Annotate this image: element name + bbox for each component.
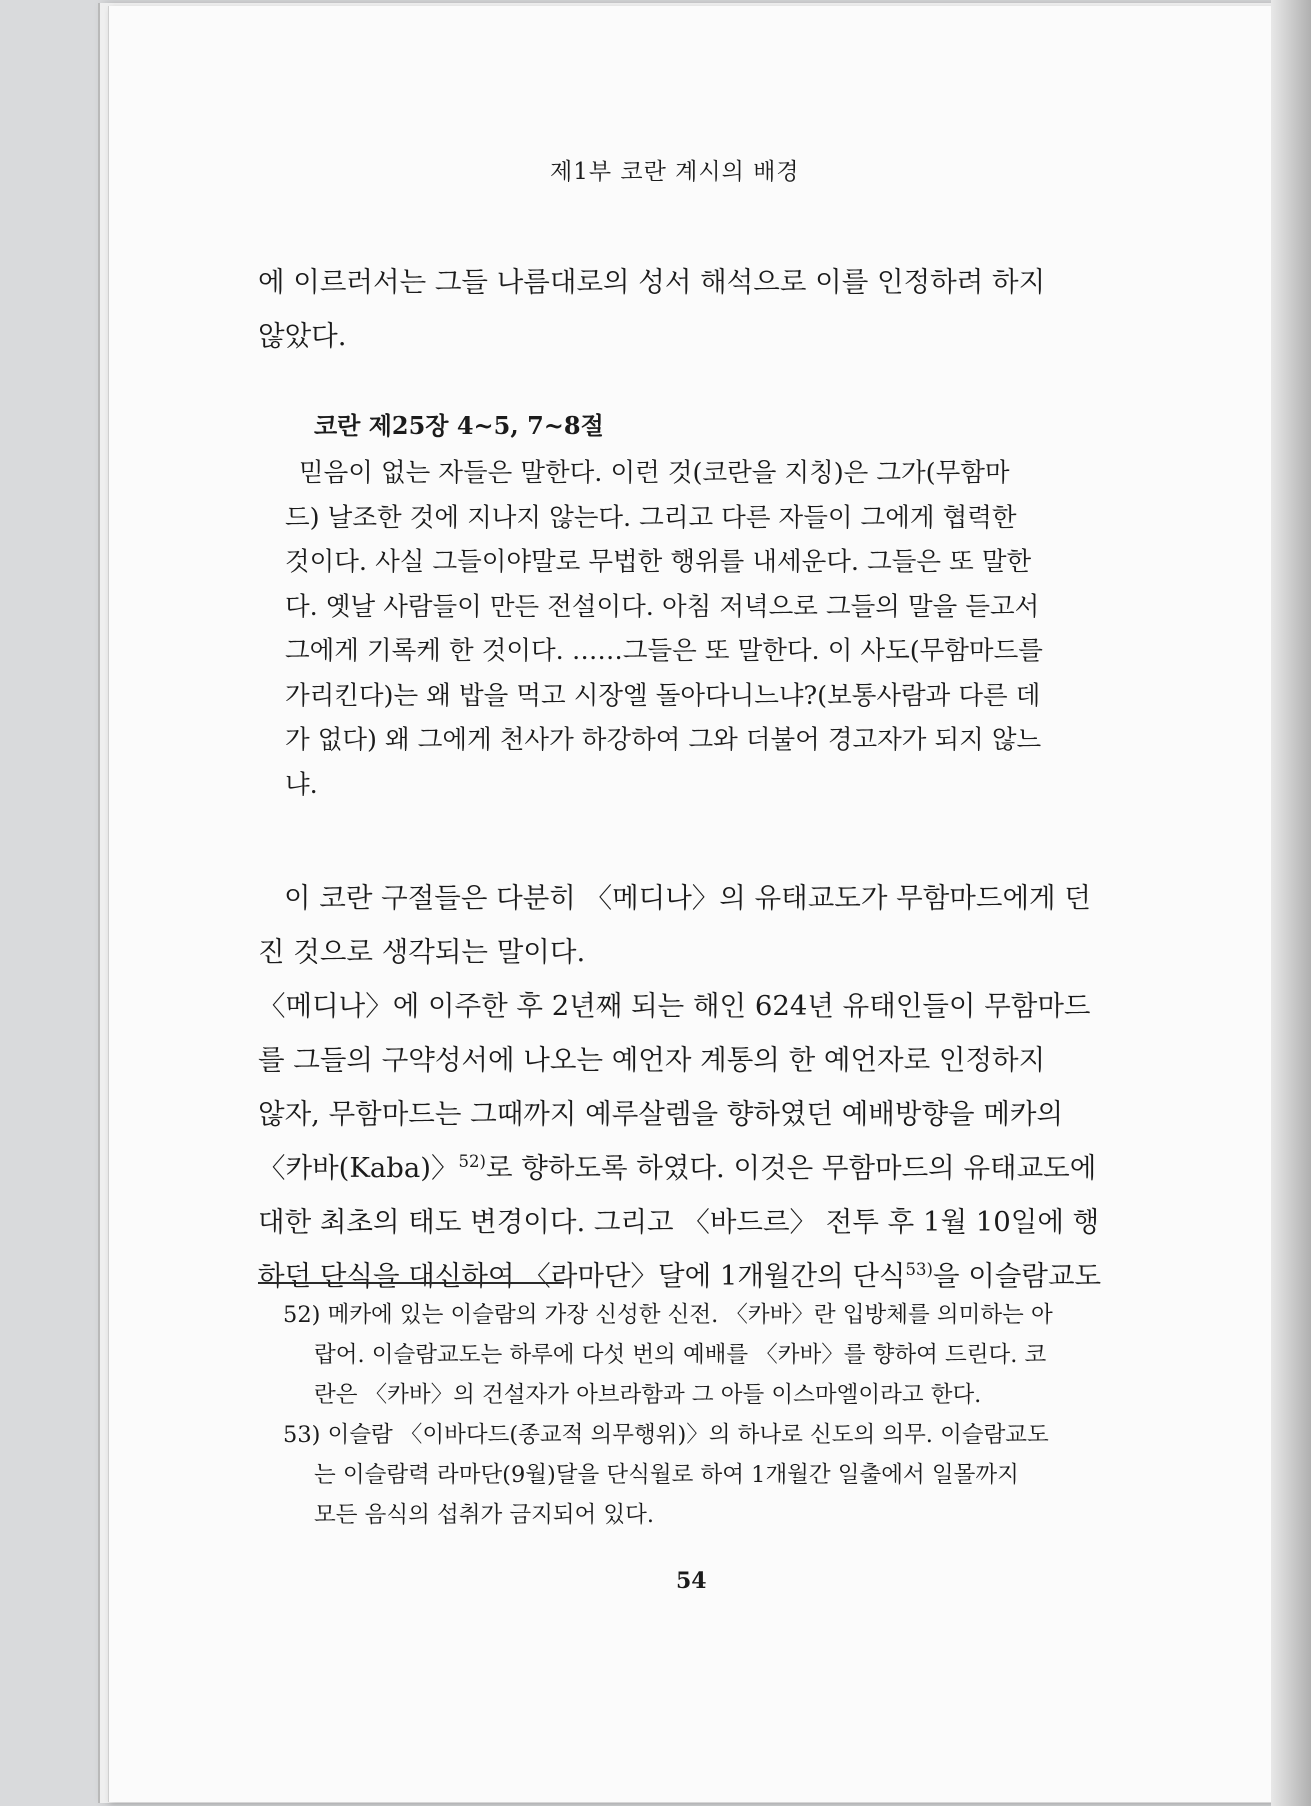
footnote-text: 메카에 있는 이슬람의 가장 신성한 신전. 〈카바〉란 입방체를 의미하는 아	[327, 1302, 1053, 1328]
quote-line: 드) 날조한 것에 지나지 않는다. 그리고 다른 자들이 그에게 협력한	[285, 502, 1017, 533]
paragraph-continued	[258, 255, 1126, 363]
text-line: 를 그들의 구약성서에 나오는 예언자 계통의 한 예언자로 인정하지	[258, 1044, 1046, 1076]
footnote-ref-52[interactable]: 52)	[458, 1151, 486, 1171]
footnote-52	[283, 1295, 1128, 1415]
footnote-line: 랍어. 이슬람교도는 하루에 다섯 번의 예배를 〈카바〉를 향하여 드린다. 코	[314, 1342, 1047, 1368]
text-fragment: 을 이슬람교도	[932, 1260, 1102, 1292]
quote-line: 냐.	[285, 769, 318, 800]
footnotes	[283, 1295, 1128, 1535]
text-line: 대한 최초의 태도 변경이다. 그리고 〈바드르〉 전투 후 1월 10일에 행	[258, 1206, 1100, 1238]
quote-line: 다. 옛날 사람들이 만든 전설이다. 아침 저녁으로 그들의 말을 듣고서	[285, 591, 1040, 622]
footnote-number: 52)	[283, 1302, 321, 1328]
quote-line: 가 없다) 왜 그에게 천사가 하강하여 그와 더불어 경고자가 되지 않느	[285, 725, 1042, 755]
text-line: 이 코란 구절들은 다분히 〈메디나〉의 유태교도가 무함마드에게 던	[284, 882, 1091, 914]
footnote-line	[283, 1295, 1128, 1335]
footnote-number: 53)	[283, 1422, 321, 1448]
text-fragment: 〈카바(Kaba)〉	[258, 1152, 459, 1184]
footnote-divider	[258, 1282, 564, 1284]
quran-quote	[285, 451, 1095, 807]
quote-line: 믿음이 없는 자들은 말한다. 이런 것(코란을 지칭)은 그가(무함마	[299, 458, 1010, 488]
text-line: 않았다.	[258, 320, 347, 352]
text-line: 않자, 무함마드는 그때까지 예루살렘을 향하였던 예배방향을 메카의	[258, 1098, 1064, 1130]
quote-line: 가리킨다)는 왜 밥을 먹고 시장엘 돌아다니느냐?(보통사람과 다른 데	[285, 680, 1041, 711]
text-fragment: 하던 단식을 대신하여 〈라마단〉달에 1개월간의 단식	[258, 1260, 906, 1292]
footnote-text: 이슬람 〈이바다드(종교적 의무행위)〉의 하나로 신도의 의무. 이슬람교도	[327, 1422, 1049, 1448]
footnote-53	[283, 1415, 1128, 1535]
footnote-line	[283, 1415, 1128, 1455]
text-line	[258, 1141, 1126, 1195]
quote-title: 코란 제25장 4~5, 7~8절	[314, 411, 604, 440]
footnote-line: 모든 음식의 섭취가 금지되어 있다.	[314, 1502, 655, 1528]
main-paragraph	[258, 871, 1126, 1303]
footnote-line: 란은 〈카바〉의 건설자가 아브라함과 그 아들 이스마엘이라고 한다.	[314, 1382, 982, 1408]
text-line: 에 이르러서는 그들 나름대로의 성서 해석으로 이를 인정하려 하지	[258, 266, 1046, 298]
footnote-ref-53[interactable]: 53)	[905, 1259, 933, 1279]
text-line: 진 것으로 생각되는 말이다.	[258, 936, 586, 968]
footnote-line: 는 이슬람력 라마단(9월)달을 단식월로 하여 1개월간 일출에서 일몰까지	[314, 1462, 1019, 1488]
text-fragment: 로 향하도록 하였다. 이것은 무함마드의 유태교도에	[485, 1152, 1097, 1184]
running-header: 제1부 코란 계시의 배경	[550, 159, 800, 185]
right-page-edge-shadow	[1271, 0, 1311, 1806]
quote-line: 것이다. 사실 그들이야말로 무법한 행위를 내세운다. 그들은 또 말한	[285, 547, 1032, 577]
text-line: 〈메디나〉에 이주한 후 2년째 되는 해인 624년 유태인들이 무함마드	[258, 990, 1091, 1022]
page-number: 54	[676, 1568, 707, 1594]
quote-line: 그에게 기록케 한 것이다. ……그들은 또 말한다. 이 사도(무함마드를	[285, 636, 1043, 666]
